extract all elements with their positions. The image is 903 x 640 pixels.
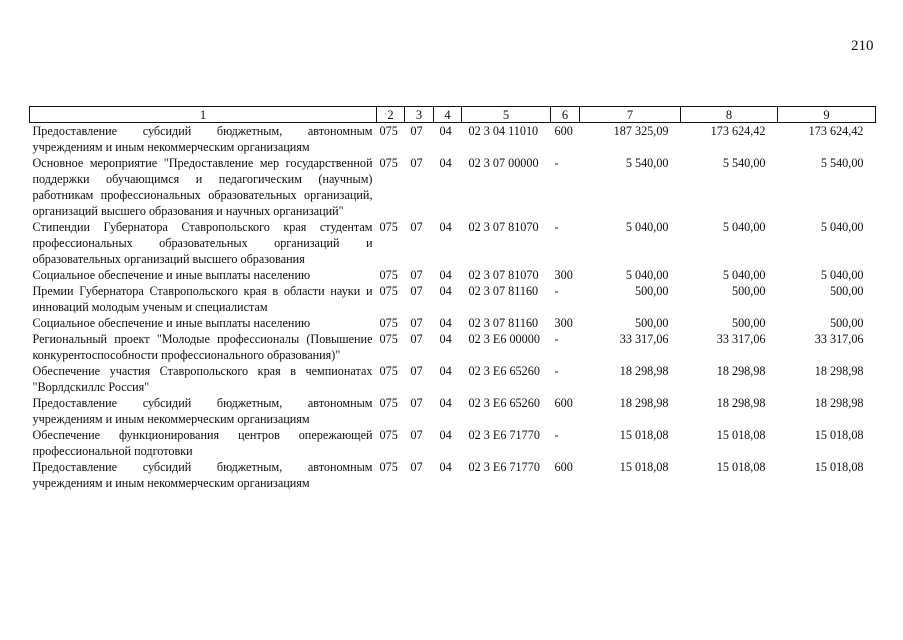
cell-expense-type: 300 [554,316,573,330]
cell-target-code: 02 3 04 11010 [468,124,539,138]
cell-section: 07 [410,364,423,378]
cell-ministry: 075 [379,284,398,298]
row-name: Обеспечение функционирования центров опережающей профессиональной подготовки [32,428,373,458]
table-row [30,395,876,427]
cell-expense-type: 600 [554,460,573,474]
cell-amount-9: 15 018,08 [814,460,864,474]
cell-expense-type: - [554,156,559,170]
table-row [30,219,876,267]
column-header: 7 [580,107,681,123]
cell-ministry: 075 [379,460,398,474]
cell-amount-7: 5 540,00 [625,156,669,170]
cell-section: 07 [410,284,423,298]
cell-amount-8: 5 040,00 [722,268,766,282]
cell-expense-type: - [554,332,559,346]
column-header: 8 [681,107,778,123]
cell-subsection: 04 [439,332,452,346]
cell-amount-9: 500,00 [829,316,864,330]
cell-section: 07 [410,268,423,282]
cell-ministry: 075 [379,316,398,330]
row-name: Региональный проект "Молодые профессионалы (Повышение конкурентоспособности профессионального образования)" [32,332,373,362]
cell-target-code: 02 3 Е6 71770 [468,460,540,474]
cell-amount-9: 173 624,42 [808,124,864,138]
cell-amount-9: 5 040,00 [820,268,864,282]
cell-section: 07 [410,156,423,170]
cell-expense-type: 600 [554,396,573,410]
cell-section: 07 [410,124,423,138]
table-row [30,315,876,331]
cell-subsection: 04 [439,428,452,442]
column-header: 9 [778,107,876,123]
row-name: Стипендии Губернатора Ставропольского края студентам профессиональных образовательных организаций и образовательных организаций высшего образования [32,220,373,266]
cell-section: 07 [410,396,423,410]
cell-target-code: 02 3 07 00000 [468,156,539,170]
cell-expense-type: - [554,428,559,442]
cell-amount-7: 15 018,08 [619,428,669,442]
cell-target-code: 02 3 Е6 00000 [468,332,540,346]
cell-expense-type: 600 [554,124,573,138]
cell-amount-8: 500,00 [731,316,766,330]
cell-section: 07 [410,220,423,234]
column-header: 5 [462,107,551,123]
cell-subsection: 04 [439,268,452,282]
cell-expense-type: - [554,220,559,234]
cell-target-code: 02 3 07 81160 [468,316,539,330]
cell-amount-9: 15 018,08 [814,428,864,442]
cell-amount-9: 500,00 [829,284,864,298]
cell-target-code: 02 3 Е6 65260 [468,396,540,410]
cell-amount-8: 15 018,08 [716,460,766,474]
cell-expense-type: 300 [554,268,573,282]
cell-subsection: 04 [439,284,452,298]
cell-target-code: 02 3 07 81070 [468,220,539,234]
cell-expense-type: - [554,364,559,378]
cell-ministry: 075 [379,396,398,410]
cell-amount-7: 187 325,09 [613,124,669,138]
cell-subsection: 04 [439,220,452,234]
cell-amount-9: 18 298,98 [814,396,864,410]
table-row [30,283,876,315]
page-number: 210 [851,38,874,54]
cell-ministry: 075 [379,428,398,442]
cell-section: 07 [410,332,423,346]
cell-amount-7: 18 298,98 [619,364,669,378]
cell-amount-8: 5 040,00 [722,220,766,234]
column-header: 1 [30,107,377,123]
cell-ministry: 075 [379,268,398,282]
cell-amount-9: 33 317,06 [814,332,864,346]
table-row [30,363,876,395]
cell-target-code: 02 3 Е6 71770 [468,428,540,442]
cell-amount-7: 5 040,00 [625,268,669,282]
cell-subsection: 04 [439,316,452,330]
row-name: Социальное обеспечение и иные выплаты населению [32,316,311,330]
cell-ministry: 075 [379,332,398,346]
cell-amount-9: 5 040,00 [820,220,864,234]
column-header: 2 [377,107,405,123]
cell-section: 07 [410,460,423,474]
cell-section: 07 [410,316,423,330]
cell-subsection: 04 [439,364,452,378]
cell-amount-7: 33 317,06 [619,332,669,346]
cell-amount-8: 173 624,42 [710,124,766,138]
table-row [30,459,876,491]
cell-expense-type: - [554,284,559,298]
table-header-row [30,107,876,123]
cell-amount-7: 5 040,00 [625,220,669,234]
cell-amount-8: 15 018,08 [716,428,766,442]
row-name: Обеспечение участия Ставропольского края в чемпионатах "Ворлдскиллс Россия" [32,364,373,394]
table-row [30,331,876,363]
cell-amount-8: 5 540,00 [722,156,766,170]
table-row [30,267,876,283]
cell-amount-8: 18 298,98 [716,364,766,378]
cell-amount-7: 15 018,08 [619,460,669,474]
column-header: 4 [434,107,462,123]
cell-ministry: 075 [379,156,398,170]
budget-table [29,106,876,491]
cell-amount-8: 18 298,98 [716,396,766,410]
cell-target-code: 02 3 07 81160 [468,284,539,298]
table-row [30,123,876,156]
cell-amount-8: 33 317,06 [716,332,766,346]
cell-amount-9: 5 540,00 [820,156,864,170]
cell-section: 07 [410,428,423,442]
cell-target-code: 02 3 Е6 65260 [468,364,540,378]
cell-ministry: 075 [379,364,398,378]
row-name: Премии Губернатора Ставропольского края в области науки и инноваций молодым ученым и специалистам [32,284,373,314]
cell-amount-9: 18 298,98 [814,364,864,378]
cell-amount-8: 500,00 [731,284,766,298]
cell-ministry: 075 [379,220,398,234]
table-row [30,427,876,459]
row-name: Предоставление субсидий бюджетным, автономным учреждениям и иным некоммерческим организациям [32,124,373,154]
row-name: Основное мероприятие "Предоставление мер государственной поддержки обучающимся и педагогическим (научным) работникам профессиональных образовательных организаций, организаций высшего образования и научных организаций" [32,156,373,218]
column-header: 6 [551,107,580,123]
cell-subsection: 04 [439,460,452,474]
row-name: Социальное обеспечение и иные выплаты населению [32,268,311,282]
cell-subsection: 04 [439,396,452,410]
row-name: Предоставление субсидий бюджетным, автономным учреждениям и иным некоммерческим организациям [32,460,373,490]
cell-ministry: 075 [379,124,398,138]
cell-subsection: 04 [439,156,452,170]
cell-amount-7: 500,00 [634,316,669,330]
cell-amount-7: 18 298,98 [619,396,669,410]
cell-subsection: 04 [439,124,452,138]
column-header: 3 [405,107,434,123]
row-name: Предоставление субсидий бюджетным, автономным учреждениям и иным некоммерческим организациям [32,396,373,426]
table-row [30,155,876,219]
cell-amount-7: 500,00 [634,284,669,298]
cell-target-code: 02 3 07 81070 [468,268,539,282]
